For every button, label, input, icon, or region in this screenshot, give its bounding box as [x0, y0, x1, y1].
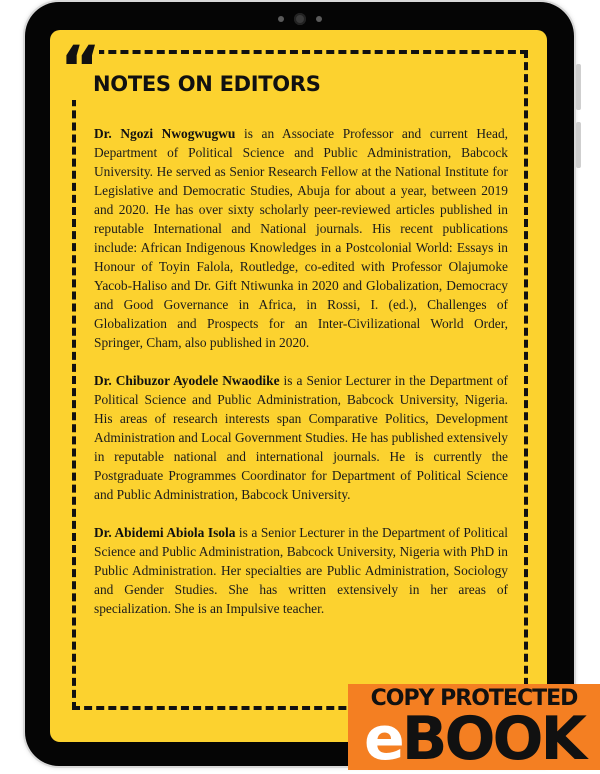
device-side-button — [576, 64, 581, 110]
editor-bio: is a Senior Lecturer in the Department of Political Science and Public Administration, Babcock University, Nigeria. His areas of research interests span Comparative Politics, Development Administration and Local Government Studies. He has published extensively in reputable national and international journals. He is currently the Postgraduate Programmes Coordinator for Department of Political Science and Public Administration, Babcock University. — [94, 373, 508, 502]
copy-protected-badge — [348, 684, 600, 774]
sensor-icon — [316, 16, 322, 22]
quote-mark-icon: “ — [56, 38, 99, 100]
editor-bio: is an Associate Professor and current Head, Department of Political Science and Public Administration, Babcock University. He served as Senior Research Fellow at the National Institute for Legislative and Democratic Studies, Abuja for about a year, between 2019 and 2020. He has over sixty scholarly peer-reviewed articles published in reputable International and National journals. His recent publications include: African Indigenous Knowledges in a Postcolonial World: Essays in Honour of Toyin Falola, Routledge, co-edited with Professor Olajumoke Yacob-Haliso and Dr. Gift Ntiwunka in 2020 and Globalization, Democracy and Good Governance in Africa, in Rossi, I. (ed.), Challenges of Globalization and Prospects for an Inter-Civilizational World Order, Springer, Cham, also published in 2020. — [94, 126, 508, 350]
page-screen — [50, 30, 547, 742]
editor-notes — [94, 124, 508, 637]
device-side-button — [576, 122, 581, 168]
badge-top-text: COPY PROTECTED — [370, 686, 578, 711]
editor-entry — [94, 523, 508, 618]
badge-book-word: BOOK — [401, 704, 584, 774]
page-title: NOTES ON EDITORS — [93, 72, 321, 96]
editor-entry — [94, 371, 508, 504]
editor-bio: is a Senior Lecturer in the Department of Political Science and Public Administration, Babcock University, Nigeria with PhD in Public Administration. Her specialties are Public Administration, Sociology and Gender Studies. She has written extensively in her areas of specialization. She is an Impulsive teacher. — [94, 525, 508, 616]
camera-icon — [294, 13, 306, 25]
editor-name: Dr. Chibuzor Ayodele Nwaodike — [94, 373, 280, 388]
camera-bar — [265, 10, 335, 28]
badge-ebook-text — [348, 704, 600, 774]
editor-name: Dr. Ngozi Nwogwugwu — [94, 126, 236, 141]
badge-e-letter: e — [364, 704, 402, 774]
editor-name: Dr. Abidemi Abiola Isola — [94, 525, 236, 540]
sensor-icon — [278, 16, 284, 22]
editor-entry — [94, 124, 508, 352]
